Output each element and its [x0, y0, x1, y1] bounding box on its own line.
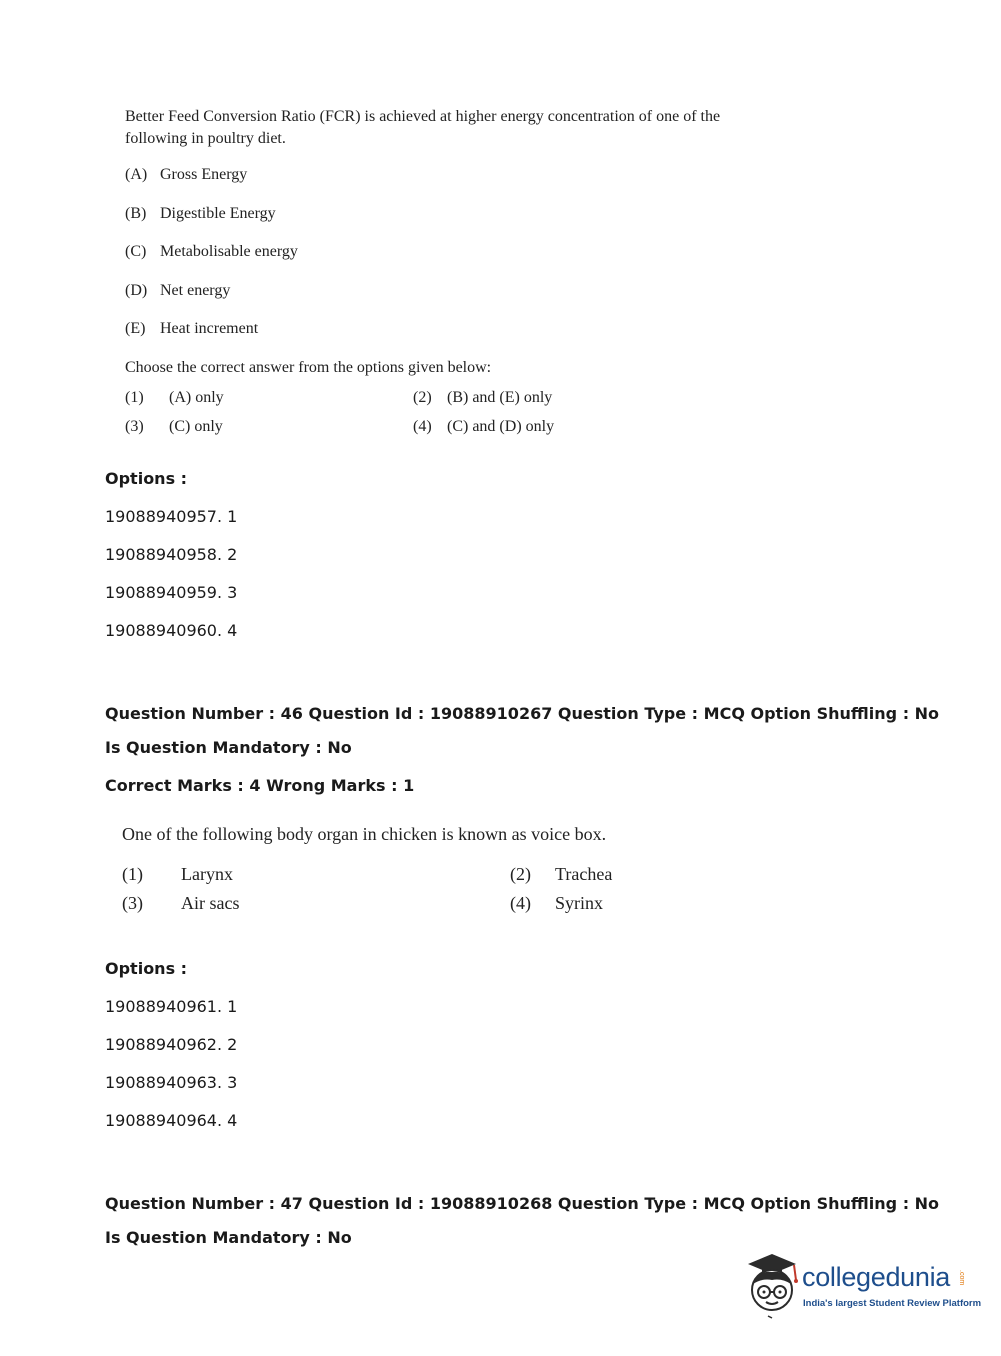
- statement-label: (A): [125, 166, 148, 183]
- answer-3: [122, 893, 239, 914]
- question-47-header: Question Number : 47 Question Id : 19088910268 Question Type : MCQ Option Shuffling : No: [105, 1194, 940, 1213]
- statement-label: (B): [125, 205, 147, 222]
- option-item: 19088940963. 3: [105, 1073, 238, 1092]
- answer-1: [125, 389, 224, 407]
- option-item: 19088940964. 4: [105, 1111, 238, 1130]
- mascot-icon: [742, 1250, 802, 1320]
- statement-text: Digestible Energy: [160, 205, 276, 222]
- choose-instruction: Choose the correct answer from the options given below:: [125, 359, 492, 376]
- statement-text: Net energy: [160, 282, 231, 299]
- statement-text: Gross Energy: [160, 166, 248, 183]
- answer-text: Trachea: [555, 864, 613, 884]
- answer-num: (1): [125, 389, 144, 406]
- answer-text: (B) and (E) only: [447, 389, 553, 406]
- statement-a: [125, 166, 247, 184]
- logo-tagline: India's largest Student Review Platform: [803, 1298, 982, 1309]
- question-45-text-line2: following in poultry diet.: [125, 130, 286, 147]
- statement-c: [125, 243, 298, 261]
- answer-text: (C) only: [169, 418, 223, 435]
- options-heading: Options :: [105, 469, 188, 488]
- answer-2: [413, 389, 552, 407]
- option-item: 19088940957. 1: [105, 507, 238, 526]
- question-46-mandatory: Is Question Mandatory : No: [105, 738, 352, 757]
- answer-num: (4): [510, 893, 531, 913]
- answer-num: (4): [413, 418, 432, 435]
- answer-text: (A) only: [169, 389, 224, 406]
- answer-num: (3): [122, 893, 143, 913]
- answer-num: (2): [510, 864, 531, 884]
- option-item: 19088940962. 2: [105, 1035, 238, 1054]
- answer-text: Syrinx: [555, 893, 604, 913]
- question-46-text: One of the following body organ in chicken is known as voice box.: [122, 824, 607, 844]
- question-45-text: [125, 106, 720, 150]
- answer-text: Air sacs: [181, 893, 240, 913]
- statement-label: (E): [125, 320, 146, 337]
- logo-wordmark: collegedunia: [802, 1262, 951, 1292]
- answer-3: [125, 418, 223, 436]
- question-46-header: Question Number : 46 Question Id : 19088910267 Question Type : MCQ Option Shuffling : No: [105, 704, 940, 723]
- answer-text: (C) and (D) only: [447, 418, 555, 435]
- option-item: 19088940961. 1: [105, 997, 238, 1016]
- statement-label: (D): [125, 282, 148, 299]
- statement-text: Metabolisable energy: [160, 243, 298, 260]
- statement-label: (C): [125, 243, 147, 260]
- logo-suffix: .com: [958, 1270, 965, 1286]
- answer-4: [510, 893, 603, 914]
- answer-4: [413, 418, 554, 436]
- statement-e: [125, 320, 258, 338]
- statement-text: Heat increment: [160, 320, 259, 337]
- answer-2: [510, 864, 612, 885]
- options-heading: Options :: [105, 959, 188, 978]
- question-46-marks: Correct Marks : 4 Wrong Marks : 1: [105, 776, 415, 795]
- statement-d: [125, 282, 230, 300]
- option-item: 19088940959. 3: [105, 583, 238, 602]
- statement-b: [125, 205, 276, 223]
- answer-1: [122, 864, 233, 885]
- collegedunia-logo: [742, 1250, 982, 1320]
- answer-text: Larynx: [181, 864, 233, 884]
- option-item: 19088940958. 2: [105, 545, 238, 564]
- answer-num: (1): [122, 864, 143, 884]
- answer-num: (3): [125, 418, 144, 435]
- answer-num: (2): [413, 389, 432, 406]
- option-item: 19088940960. 4: [105, 621, 238, 640]
- question-47-mandatory: Is Question Mandatory : No: [105, 1228, 352, 1247]
- question-45-text-line1: Better Feed Conversion Ratio (FCR) is achieved at higher energy concentration of one of the: [125, 108, 721, 125]
